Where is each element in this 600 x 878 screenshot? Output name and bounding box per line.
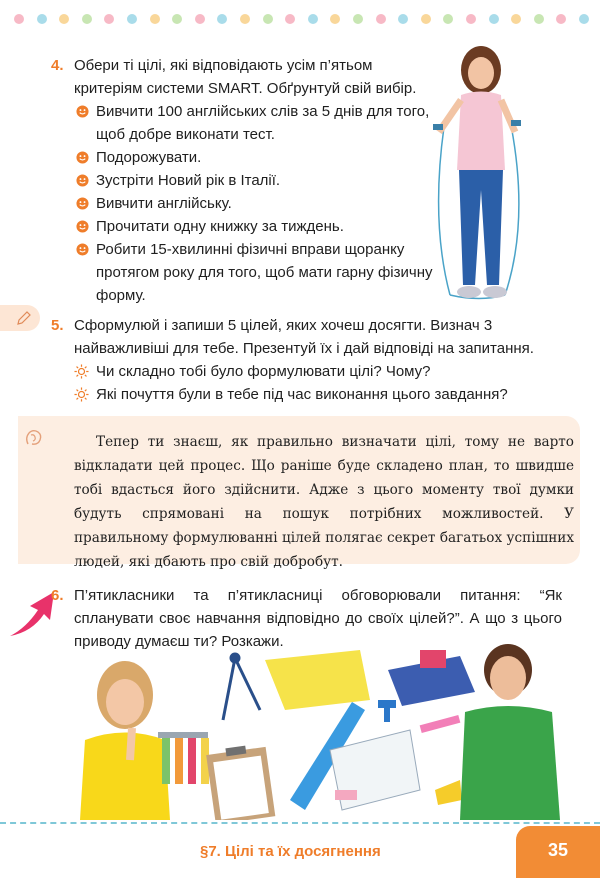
decorative-dot [104, 14, 114, 24]
list-item: Вивчити 100 англійських слів за 5 днів для того, щоб добре виконати тест. [74, 100, 437, 146]
decorative-dot [217, 14, 227, 24]
brain-icon [22, 426, 46, 450]
decorative-dot [330, 14, 340, 24]
smiley-icon [76, 174, 89, 187]
info-box [18, 416, 580, 570]
task-number: 4. [51, 57, 64, 74]
page-number-tab [516, 826, 600, 878]
marker-icon [420, 715, 461, 733]
pushpin-icon [378, 700, 396, 708]
goal-options-list [52, 100, 437, 307]
smiley-icon [76, 151, 89, 164]
decorative-dot-row [0, 14, 600, 26]
task-text: Обери ті цілі, які відповідають усім п’ятьом критеріям системи SMART. Обґрунтуй свій вибір. [74, 57, 417, 97]
smiley-icon [76, 105, 89, 118]
task-5 [52, 314, 562, 406]
decorative-dot [398, 14, 408, 24]
sun-icon [74, 387, 89, 402]
girl-jump-rope-illustration [425, 40, 535, 305]
pencil-marker [0, 305, 40, 331]
list-item: Зустріти Новий рік в Італії. [74, 169, 437, 192]
list-item: Чи складно тобі було формулювати цілі? Чому? [74, 360, 562, 383]
decorative-dot [285, 14, 295, 24]
decorative-dot [263, 14, 273, 24]
decorative-dot [579, 14, 589, 24]
decorative-dot [511, 14, 521, 24]
task-4 [52, 54, 437, 307]
eraser-icon [335, 790, 357, 800]
task-number: 5. [51, 317, 64, 334]
list-item: Прочитати одну книжку за тиждень. [74, 215, 437, 238]
decorative-dot [59, 14, 69, 24]
students-and-school-supplies-illustration [60, 640, 560, 820]
info-text: Тепер ти знаєш, як правильно визначати цілі, тому не варто відкладати цей процес. Що раніше буде складено план, то швидше тобі вдасться його здійснити. Адже з цього моменту твої думки будуть спрямовані на пошук потрібних можливостей. У правильному формулюванні цілей полягає секрет багатьох успішних людей, які дбають про свій добробут. [74, 434, 574, 570]
section-title: §7. Цілі та їх досягнення [200, 843, 381, 860]
list-item: Вивчити англійську. [74, 192, 437, 215]
decorative-dot [240, 14, 250, 24]
list-item: Робити 15-хвилинні фізичні вправи щоранку протягом року для того, щоб мати гарну фізичну форму. [74, 238, 437, 307]
smiley-icon [76, 197, 89, 210]
compass-icon [223, 654, 260, 720]
decorative-dot [172, 14, 182, 24]
task-number: 6. [51, 587, 64, 604]
test-tubes-icon [158, 732, 209, 784]
decorative-dot [443, 14, 453, 24]
sun-icon [74, 364, 89, 379]
list-item: Подорожувати. [74, 146, 437, 169]
pencil-icon [16, 310, 32, 326]
smiley-icon [76, 243, 89, 256]
decorative-dot [127, 14, 137, 24]
questions-list [52, 360, 562, 406]
decorative-dot [82, 14, 92, 24]
book-stack-icon [388, 650, 475, 706]
sticky-notes-icon [265, 650, 370, 710]
page-number: 35 [547, 840, 569, 860]
footer-divider [0, 822, 600, 824]
decorative-dot [150, 14, 160, 24]
decorative-dot [308, 14, 318, 24]
decorative-dot [353, 14, 363, 24]
task-text: Сформулюй і запиши 5 цілей, яких хочеш досягти. Визнач 3 найважливіші для тебе. Презентуй їх і дай відповіді на запитання. [74, 317, 534, 357]
decorative-dot [195, 14, 205, 24]
decorative-dot [421, 14, 431, 24]
decorative-dot [37, 14, 47, 24]
task-text: П’ятикласники та п’ятикласниці обговорювали питання: “Як спланувати своє навчання відповідно до своїх цілей?”. А що з цього приводу думаєш ти? Розкажи. [74, 587, 562, 650]
decorative-dot [466, 14, 476, 24]
list-item: Які почуття були в тебе під час виконання цього завдання? [74, 383, 562, 406]
sharpener-icon [435, 780, 462, 805]
decorative-dot [489, 14, 499, 24]
decorative-dot [534, 14, 544, 24]
decorative-dot [556, 14, 566, 24]
smiley-icon [76, 220, 89, 233]
clipboard-icon [206, 743, 276, 820]
decorative-dot [376, 14, 386, 24]
decorative-dot [14, 14, 24, 24]
